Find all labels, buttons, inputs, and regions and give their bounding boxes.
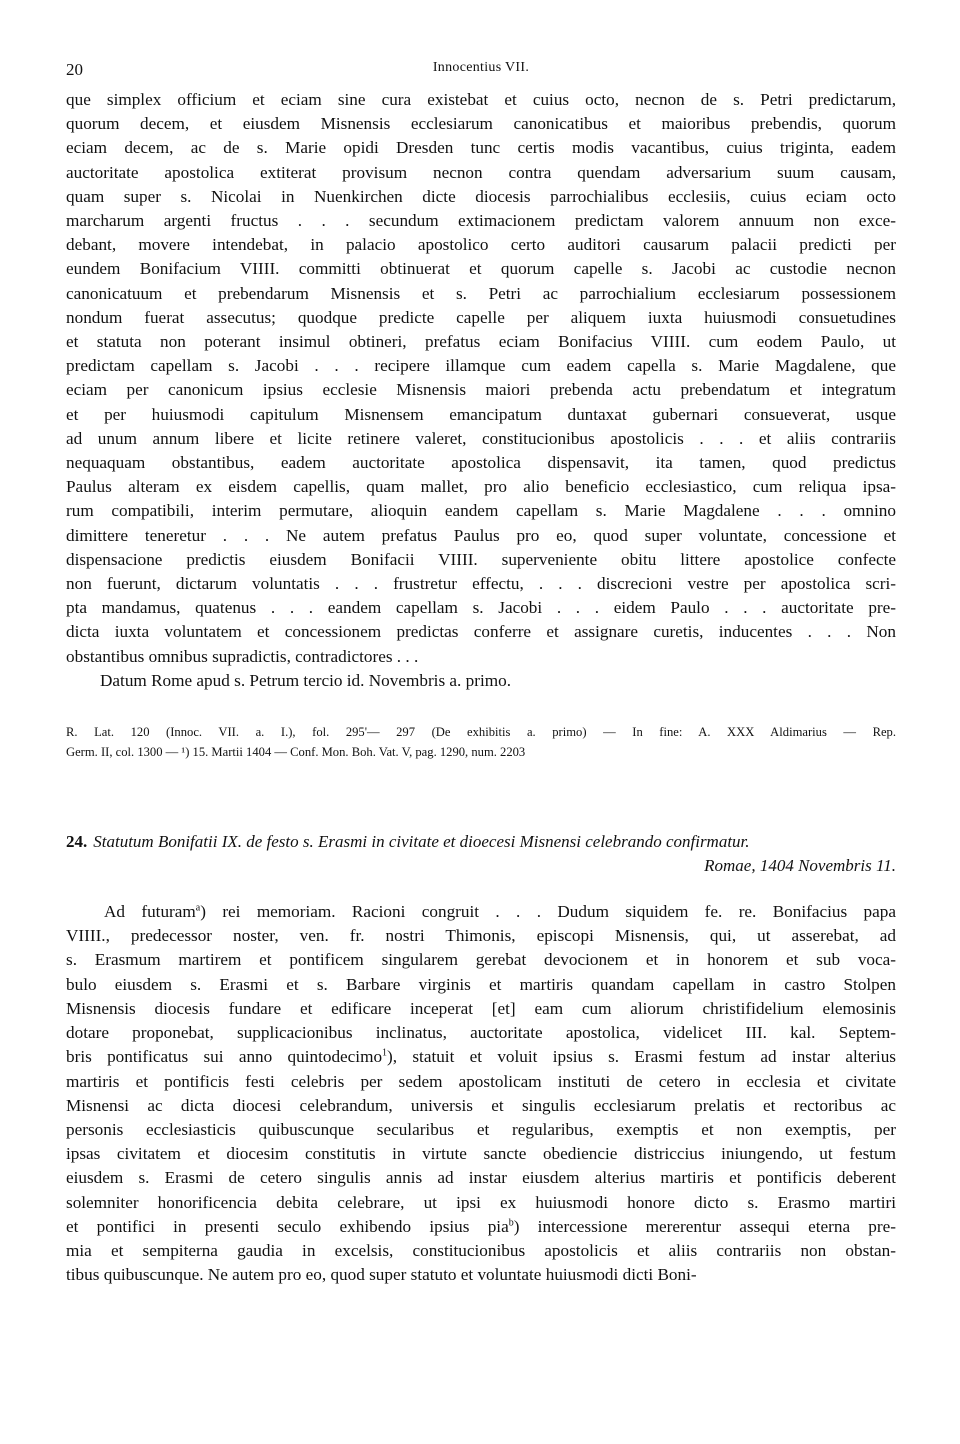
text-fragment: Ad futuram <box>104 902 196 922</box>
text-line: dimittere teneretur . . . Ne autem prefatus Paulus pro eo, quod super voluntate, concessione et <box>66 525 896 545</box>
text-line <box>66 900 896 924</box>
text-line: non fuerunt, dictarum voluntatis . . . frustretur effectu, . . . discrecioni vestre per apostolica scri- <box>66 574 896 594</box>
text-line: Misnensi ac dicta diocesi celebrandum, universis et singulis ecclesiarum prelatis et rectoribus ac <box>66 1095 896 1115</box>
running-head <box>66 56 896 88</box>
text-line: obstantibus omnibus supradictis, contradictores . . . <box>66 646 419 666</box>
source-note-line: Germ. II, col. 1300 — ¹) 15. Martii 1404 — Conf. Mon. Boh. Vat. V, pag. 1290, num. 2203 <box>66 744 526 759</box>
text-line: canonicatuum et prebendarum Misnensis et s. Petri ac parrochialium ecclesiarum possessionem <box>66 283 896 303</box>
document-heading <box>66 830 896 854</box>
text-line: Misnensis diocesis fundare et edificare inceperat [et] eam cum aliorum christifidelium elemosinis <box>66 998 896 1018</box>
text-line: nondum fuerat assecutus; quodque predicte capelle per aliquem iuxta huiusmodi consuetudines <box>66 307 896 327</box>
text-line: eciam per canonicum ipsius ecclesie Misnensis maiori prebenda actu prebendatum et integratum <box>66 380 896 400</box>
text-line: dicta iuxta voluntatem et concessionem predictas conferre et assignare curetis, inducentes . . . Non <box>66 622 896 642</box>
text-line: bulo eiusdem s. Erasmi et s. Barbare virginis et martiris quandam capellam in castro Stolpen <box>66 974 896 994</box>
text-fragment: ), statuit et voluit ipsius s. Erasmi festum ad instar alterius <box>387 1047 896 1067</box>
text-fragment: ) intercessione mererentur assequi eterna pre- <box>513 1216 896 1236</box>
text-line: quam super s. Nicolai in Nuenkirchen dicte diocesis parrochialibus ecclesiis, cuius eciam octo <box>66 186 896 206</box>
source-note-line: R. Lat. 120 (Innoc. VII. a. I.), fol. 295'— 297 (De exhibitis a. primo) — In fine: A. XXX Aldimarius — Rep. <box>66 725 896 740</box>
text-fragment: bris pontificatus sui anno quintodecimo <box>66 1047 383 1067</box>
footnote-marker: b <box>508 1216 514 1228</box>
document-number: 24. <box>66 832 88 852</box>
datum-line: Datum Rome apud s. Petrum tercio id. Novembris a. primo. <box>100 670 511 690</box>
footnote-marker: 1 <box>382 1047 388 1059</box>
text-fragment: ) rei memoriam. Racioni congruit . . . Dudum siquidem fe. re. Bonifacius papa <box>200 902 896 922</box>
text-line: martiris et pontificis festi celebris per sedem apostolicam instituti de cetero in ecclesia et civitate <box>66 1071 896 1091</box>
text-line: dispensacione predictis eiusdem Bonifacii VIIII. superveniente obitu littere apostolice confecte <box>66 549 896 569</box>
text-line: solemniter honorificencia debita celebrare, ut ipsi ex huiusmodi honore dicto s. Erasmo martiri <box>66 1192 896 1212</box>
text-line <box>66 1045 896 1069</box>
text-line: eciam decem, ac de s. Marie opidi Dresden tunc certis modis vacantibus, cuius triginta, eadem <box>66 138 896 158</box>
document-text <box>66 900 896 1287</box>
text-line: auctoritate apostolica extiterat provisum necnon contra quendam adversarium suum causam, <box>66 162 896 182</box>
text-line: et per huiusmodi capitulum Misnensem emancipatum duntaxat gubernari consueverat, usque <box>66 404 896 424</box>
text-line: predictam capellam s. Jacobi . . . recipere illamque cum eadem capella s. Marie Magdalene, que <box>66 356 896 376</box>
continuation-text <box>66 88 896 669</box>
text-line: ipsas civitatem et diocesim constitutis in virtute sancte obediencie districcius iniungendo, ut festum <box>66 1144 896 1164</box>
text-line: ad unum annum libere et licite retinere valeret, constitucionibus apostolicis . . . et aliis contrariis <box>66 428 896 448</box>
page <box>66 56 896 1287</box>
footnote-marker: a <box>195 902 201 914</box>
text-line: dotare proponebat, supplicacionibus inclinatus, auctoritate apostolica, videlicet III. kal. Septem- <box>66 1023 896 1043</box>
running-title: Innocentius VII. <box>432 60 530 75</box>
text-line: nequaquam obstantibus, eadem auctoritate apostolica dispensavit, ita tamen, quod predictus <box>66 453 896 473</box>
text-line: debant, movere intendebat, in palacio apostolico certo auditori causarum palacii predicti per <box>66 235 896 255</box>
text-line <box>66 1215 896 1239</box>
text-line: que simplex officium et eciam sine cura existebat et cuius octo, necnon de s. Petri predictarum, <box>66 90 896 109</box>
document-title: Statutum Bonifatii IX. de festo s. Erasmi in civitate et dioecesi Misnensi celebrando confirmatur. <box>93 832 750 852</box>
text-fragment: et pontifici in presenti seculo exhibendo ipsius pia <box>66 1216 509 1236</box>
text-line: tibus quibuscunque. Ne autem pro eo, quod super statuto et voluntate huiusmodi dicti Boni- <box>66 1265 697 1285</box>
text-line: personis ecclesiasticis quibuscunque secularibus et regularibus, exemptis et non exemptis, per <box>66 1119 896 1139</box>
source-note <box>66 723 896 762</box>
page-number: 20 <box>66 60 83 79</box>
text-line: s. Erasmum martirem et pontificem singularem gerebat devocionem et in honorem et sub voca- <box>66 950 896 970</box>
text-line: eiusdem s. Erasmi de cetero singulis annis ad instar eiusdem alterius martiris et pontificis deberent <box>66 1168 896 1188</box>
text-line: mia et sempiterna gaudia in excelsis, constitucionibus apostolicis et aliis contrariis non obstan- <box>66 1240 896 1260</box>
text-line: VIIII., predecessor noster, ven. fr. nostri Thimonis, episcopi Misnensis, qui, ut asserebat, ad <box>66 926 896 946</box>
text-line: marcharum argenti fructus . . . secundum extimacionem predictam valorem annuum non exce- <box>66 211 896 231</box>
text-line: eundem Bonifacium VIIII. committi obtinuerat et quorum capelle s. Jacobi ac custodie necnon <box>66 259 896 279</box>
text-line: Paulus alteram ex eisdem capellis, quam mallet, pro alio beneficio ecclesiastico, cum reliqua ipsa- <box>66 477 896 497</box>
text-line: et statuta non poterant insimul obtineri, prefatus eciam Bonifacius VIIII. cum eodem Paulo, ut <box>66 332 896 352</box>
text-line: rum compatibili, interim permutare, alioquin eandem capellam s. Marie Magdalene . . . omnino <box>66 501 896 521</box>
document-date: Romae, 1404 Novembris 11. <box>704 856 896 876</box>
text-line: pta mandamus, quatenus . . . eandem capellam s. Jacobi . . . eidem Paulo . . . auctoritate pre- <box>66 598 896 618</box>
text-line: quorum decem, et eiusdem Misnensis ecclesiarum canonicatibus et maioribus prebendis, quorum <box>66 114 896 134</box>
